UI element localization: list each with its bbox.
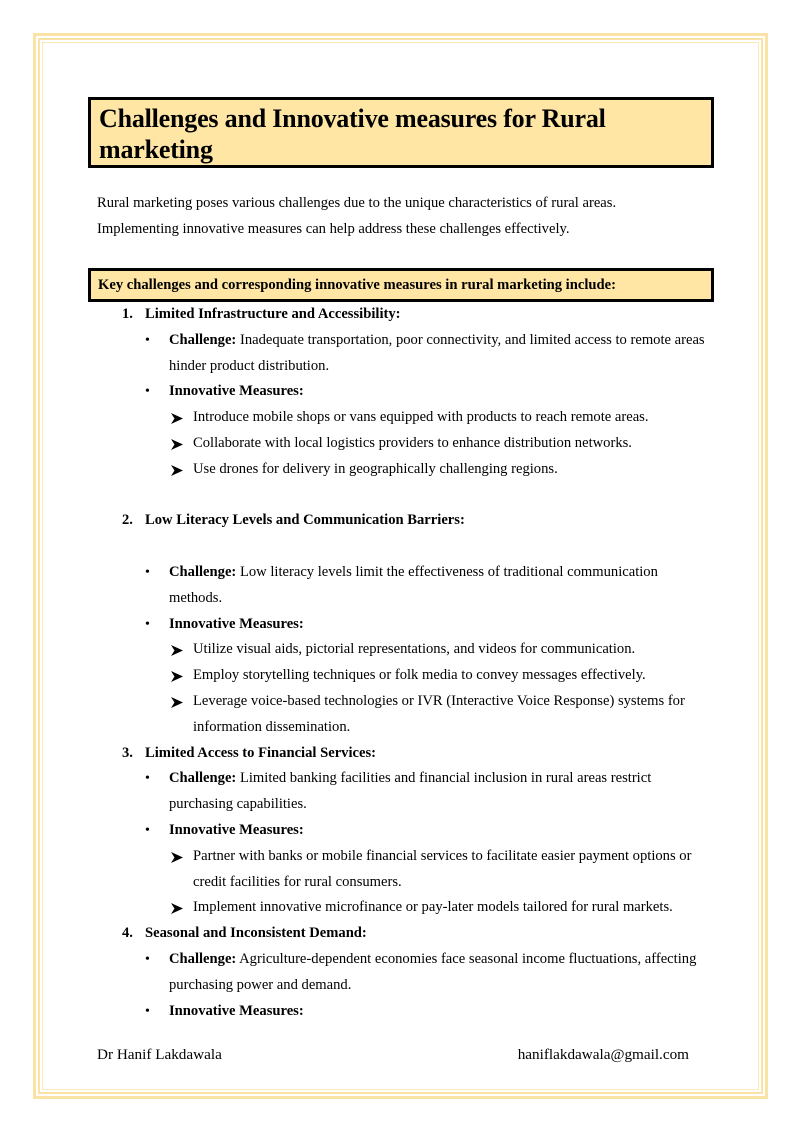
title-line-2: marketing <box>99 135 213 164</box>
section-title: Limited Access to Financial Services: <box>145 744 377 761</box>
section-number: 1. <box>122 306 133 322</box>
section-heading <box>0 921 800 947</box>
measures-label: Innovative Measures: <box>169 1002 304 1019</box>
arrowhead-right-icon <box>171 405 183 424</box>
measure-item <box>0 663 800 689</box>
bullet-icon: • <box>145 616 150 632</box>
arrowhead-right-icon <box>171 663 183 682</box>
title-box <box>88 97 714 168</box>
measure-text: Introduce mobile shops or vans equipped with products to reach remote areas. <box>193 409 649 426</box>
measure-text: Use drones for delivery in geographically challenging regions. <box>193 460 558 477</box>
challenge-bullet <box>0 766 800 818</box>
challenge-bullet <box>0 328 800 380</box>
section-1 <box>0 302 800 483</box>
challenge-bullet <box>0 560 800 612</box>
bullet-icon: • <box>145 332 150 348</box>
measures-label: Innovative Measures: <box>169 821 304 838</box>
measure-text: Implement innovative microfinance or pay-later models tailored for rural markets. <box>193 899 673 916</box>
measure-text: Employ storytelling techniques or folk media to convey messages effectively. <box>193 667 646 684</box>
measures-bullet <box>0 612 800 638</box>
challenge-label: Challenge: <box>169 563 237 580</box>
measure-item <box>0 844 800 896</box>
arrowhead-right-icon <box>171 431 183 450</box>
measure-item <box>0 457 800 483</box>
challenge-label: Challenge: <box>169 331 237 348</box>
page-title <box>99 103 711 165</box>
measure-text: Utilize visual aids, pictorial representations, and videos for communication. <box>193 641 636 658</box>
section-title: Seasonal and Inconsistent Demand: <box>145 925 367 942</box>
arrowhead-right-icon <box>171 844 183 863</box>
section-3 <box>0 741 800 922</box>
section-title: Low Literacy Levels and Communication Barriers: <box>145 512 465 529</box>
bullet-icon: • <box>145 822 150 838</box>
bullet-icon: • <box>145 771 150 787</box>
section-number: 4. <box>122 925 133 942</box>
arrowhead-right-icon <box>171 689 183 708</box>
bullet-icon: • <box>145 564 150 580</box>
footer-email[interactable]: haniflakdawala@gmail.com <box>517 1046 689 1063</box>
footer-author: Dr Hanif Lakdawala <box>97 1046 222 1063</box>
arrowhead-right-icon <box>171 637 183 656</box>
section-number: 3. <box>122 744 133 761</box>
measure-item <box>0 895 800 921</box>
measures-bullet <box>0 999 800 1025</box>
arrowhead-right-icon <box>171 457 183 476</box>
measure-item <box>0 405 800 431</box>
measure-text: Collaborate with local logistics providers to enhance distribution networks. <box>193 434 632 451</box>
measure-item <box>0 637 800 663</box>
section-2 <box>0 508 800 740</box>
page-footer <box>97 1045 689 1065</box>
measure-item <box>0 431 800 457</box>
section-heading <box>0 302 800 328</box>
intro-line-2: Implementing innovative measures can help address these challenges effectively. <box>97 221 570 237</box>
measures-label: Innovative Measures: <box>169 615 304 632</box>
challenge-bullet <box>0 947 800 999</box>
intro-line-1: Rural marketing poses various challenges due to the unique characteristics of rural areas. <box>97 195 617 211</box>
section-heading <box>0 741 800 767</box>
challenges-list <box>0 302 800 1024</box>
measure-text: Partner with banks or mobile financial services to facilitate easier payment options or credit facilities for rural consumers. <box>193 847 692 890</box>
section-title: Limited Infrastructure and Accessibility: <box>145 306 401 322</box>
intro-paragraph <box>97 190 717 242</box>
challenge-text: Agriculture-dependent economies face seasonal income fluctuations, affecting purchasing power and demand. <box>169 950 697 993</box>
challenge-label: Challenge: <box>169 770 237 787</box>
measures-bullet <box>0 379 800 405</box>
measure-item <box>0 689 800 741</box>
bullet-icon: • <box>145 951 150 967</box>
measures-bullet <box>0 818 800 844</box>
bullet-icon: • <box>145 384 150 400</box>
bullet-icon: • <box>145 1003 150 1019</box>
spacer <box>0 483 800 509</box>
key-challenges-heading: Key challenges and corresponding innovative measures in rural marketing include: <box>88 268 714 302</box>
section-4 <box>0 921 800 1024</box>
measures-label: Innovative Measures: <box>169 383 304 400</box>
title-line-1: Challenges and Innovative measures for Rural <box>99 104 606 133</box>
challenge-text: Low literacy levels limit the effectiveness of traditional communication methods. <box>169 563 658 606</box>
measure-text: Leverage voice-based technologies or IVR (Interactive Voice Response) systems for information dissemination. <box>193 692 685 735</box>
challenge-label: Challenge: <box>169 950 237 967</box>
arrowhead-right-icon <box>171 895 183 914</box>
section-number: 2. <box>122 512 133 529</box>
challenge-text: Inadequate transportation, poor connectivity, and limited access to remote areas hinder product distribution. <box>169 331 705 374</box>
spacer <box>0 534 800 560</box>
section-heading <box>0 508 800 534</box>
challenge-text: Limited banking facilities and financial inclusion in rural areas restrict purchasing capabilities. <box>169 770 652 813</box>
